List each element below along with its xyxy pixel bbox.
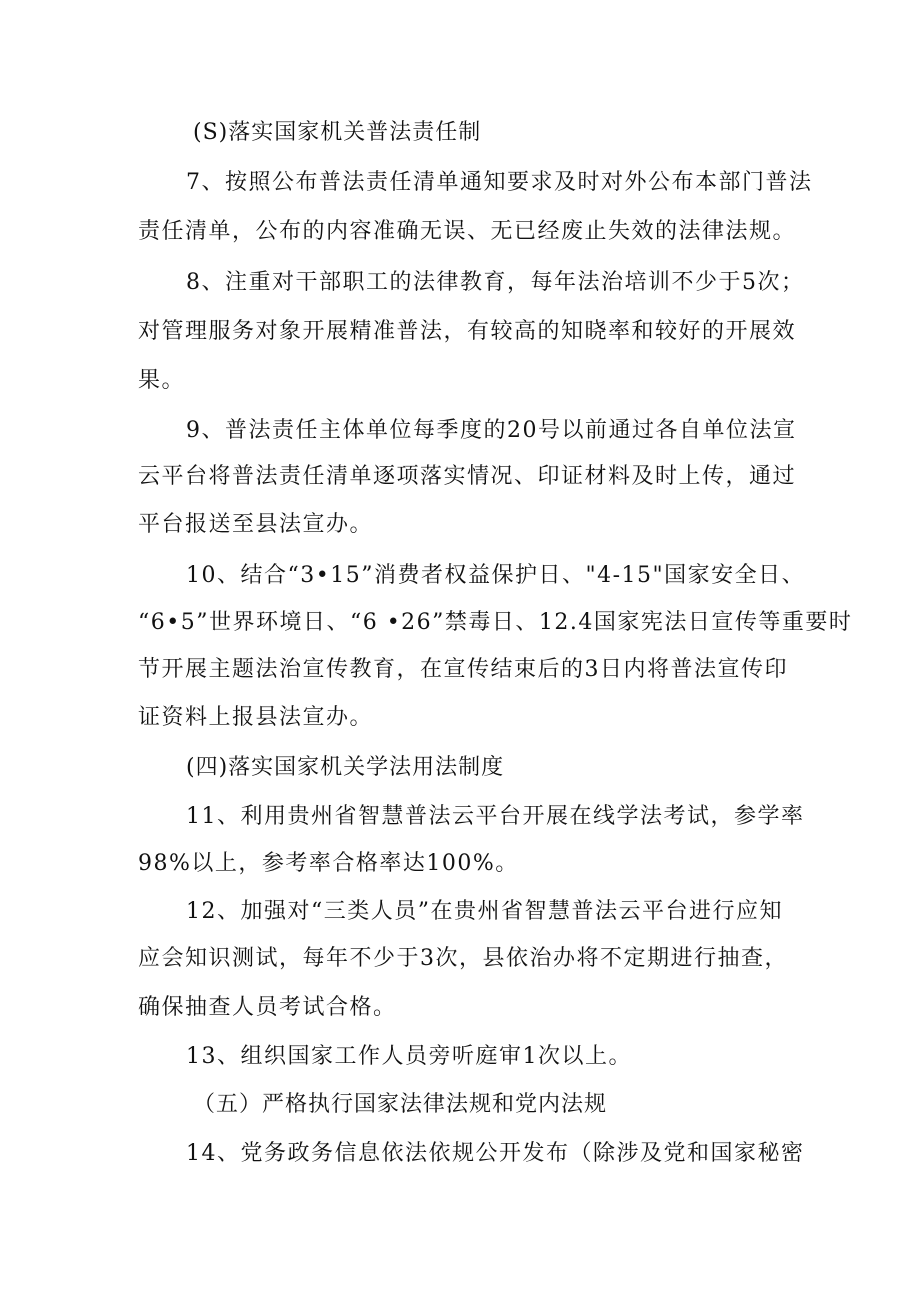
section-heading-5: （五）严格执行国家法律法规和党内法规 [193,1092,608,1117]
item-12-line-2: 应会知识测试，每年不少于3次，县依治办将不定期进行抽查， [138,946,788,971]
item-10-line-2: “6•5”世界环境日、“6 •26”禁毒日、12.4国家宪法日宣传等重要时 [138,610,853,635]
item-13-line-1: 13、组织国家工作人员旁听庭审1次以上。 [186,1044,632,1069]
item-9-line-2: 云平台将普法责任清单逐项落实情况、印证材料及时上传，通过 [138,464,797,489]
item-10-line-4: 证资料上报县法宣办。 [138,705,374,730]
item-12-line-3: 确保抽查人员考试合格。 [138,995,397,1020]
item-12-line-1: 12、加强对“三类人员”在贵州省智慧普法云平台进行应知 [186,899,783,924]
item-8-line-2: 对管理服务对象开展精准普法，有较高的知晓率和较好的开展效 [138,319,797,344]
item-11-line-2: 98%以上，参考率合格率达100%。 [138,851,519,876]
item-9-line-1: 9、普法责任主体单位每季度的20号以前通过各自单位法宣 [186,418,797,443]
item-8-line-3: 果。 [138,368,186,393]
item-7-line-1: 7、按照公布普法责任清单通知要求及时对外公布本部门普法 [186,170,813,195]
item-10-line-1: 10、结合“3•15”消费者权益保护日、"4-15"国家安全日、 [186,563,806,588]
item-7-line-2: 责任清单，公布的内容准确无误、无已经废止失效的法律法规。 [138,219,797,244]
item-11-line-1: 11、利用贵州省智慧普法云平台开展在线学法考试，参学率 [186,804,805,829]
item-9-line-3: 平台报送至县法宣办。 [138,512,374,537]
item-10-line-3: 节开展主题法治宣传教育，在宣传结束后的3日内将普法宣传印 [138,657,788,682]
section-heading-4: (四)落实国家机关学法用法制度 [186,755,505,780]
item-14-line-1: 14、党务政务信息依法依规公开发布（除涉及党和国家秘密 [186,1141,805,1166]
item-8-line-1: 8、注重对干部职工的法律教育，每年法治培训不少于5次； [186,270,805,295]
section-heading-3: (S)落实国家机关普法责任制 [193,120,482,145]
